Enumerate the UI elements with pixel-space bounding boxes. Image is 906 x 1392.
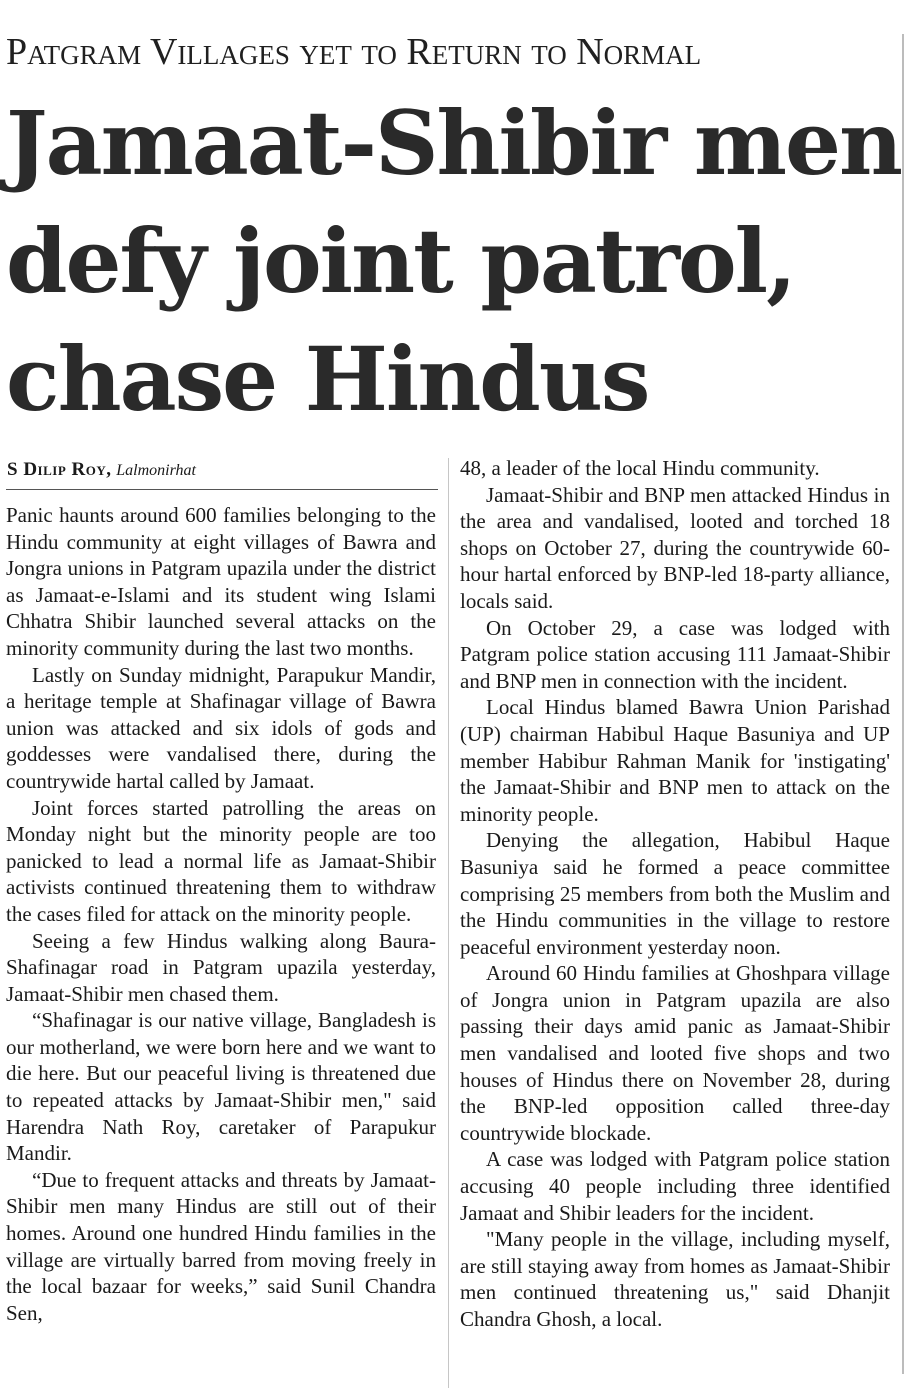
byline-location: Lalmonirhat — [116, 462, 196, 479]
article-column-left — [6, 502, 436, 1326]
paragraph: On October 29, a case was lodged with Patgram police station accusing 111 Jamaat-Shibir and BNP men in connection with the incident. — [460, 615, 890, 693]
column-divider — [448, 458, 449, 1388]
headline-line-1: Jamaat-Shibir men — [6, 91, 901, 195]
article-kicker: Patgram Villages yet to Return to Normal — [6, 31, 702, 73]
byline-author: S Dilip Roy, — [7, 459, 112, 480]
page-edge-rule — [902, 34, 904, 1374]
paragraph: 48, a leader of the local Hindu community. — [460, 456, 820, 480]
byline-divider — [6, 489, 438, 490]
paragraph: Jamaat-Shibir and BNP men attacked Hindus in the area and vandalised, looted and torched 18 shops on October 27, during the countrywide 60-hour hartal enforced by BNP-led 18-party alliance, locals said. — [460, 482, 890, 613]
article-column-right — [460, 455, 890, 1333]
paragraph: Seeing a few Hindus walking along Baura-Shafinagar road in Patgram upazila yesterday, Jamaat-Shibir men chased them. — [6, 928, 436, 1006]
paragraph: Local Hindus blamed Bawra Union Parishad (UP) chairman Habibul Haque Basuniya and UP member Habibur Rahman Manik for 'instigating' the Jamaat-Shibir and BNP men to attack on the minority people. — [460, 695, 890, 826]
paragraph: Joint forces started patrolling the areas on Monday night but the minority people are too panicked to lead a normal life as Jamaat-Shibir activists continued threatening them to withdraw the cases filed for attack on the minority people. — [6, 795, 436, 926]
paragraph: A case was lodged with Patgram police station accusing 40 people including three identified Jamaat and Shibir leaders for the incident. — [460, 1147, 890, 1225]
paragraph: “Due to frequent attacks and threats by Jamaat-Shibir men many Hindus are still out of their homes. Around one hundred Hindu families in the village are virtually barred from moving freely in the local bazaar for weeks,” said Sunil Chandra Sen, — [6, 1167, 436, 1325]
byline — [7, 458, 437, 483]
paragraph: Denying the allegation, Habibul Haque Basuniya said he formed a peace committee comprising 25 members from both the Muslim and the Hindu communities in the village to restore peaceful environment yesterday noon. — [460, 828, 890, 959]
headline-line-2: defy joint patrol, — [6, 209, 795, 313]
paragraph: Panic haunts around 600 families belonging to the Hindu community at eight villages of Bawra and Jongra unions in Patgram upazila under the district as Jamaat-e-Islami and its student wing Islami Chhatra Shibir launched several attacks on the minority community during the last two months. — [6, 503, 436, 660]
paragraph: "Many people in the village, including myself, are still staying away from homes as Jamaat-Shibir men continued threatening us," said Dhanjit Chandra Ghosh, a local. — [460, 1227, 890, 1331]
paragraph: Lastly on Sunday midnight, Parapukur Mandir, a heritage temple at Shafinagar village of Bawra union was attacked and six idols of gods and goddesses were vandalised there, during the countrywide hartal called by Jamaat. — [6, 662, 436, 793]
paragraph: Around 60 Hindu families at Ghoshpara village of Jongra union in Patgram upazila are also passing their days amid panic as Jamaat-Shibir men vandalised and looted five shops and two houses of Hindus there on November 28, during the BNP-led opposition called three-day countrywide blockade. — [460, 961, 890, 1145]
headline-line-3: chase Hindus — [6, 327, 649, 431]
article-headline — [6, 84, 901, 438]
paragraph: “Shafinagar is our native village, Bangladesh is our motherland, we were born here and we want to die here. But our peaceful living is threatened due to repeated attacks by Jamaat-Shibir men," said Harendra Nath Roy, caretaker of Parapukur Mandir. — [6, 1008, 436, 1166]
